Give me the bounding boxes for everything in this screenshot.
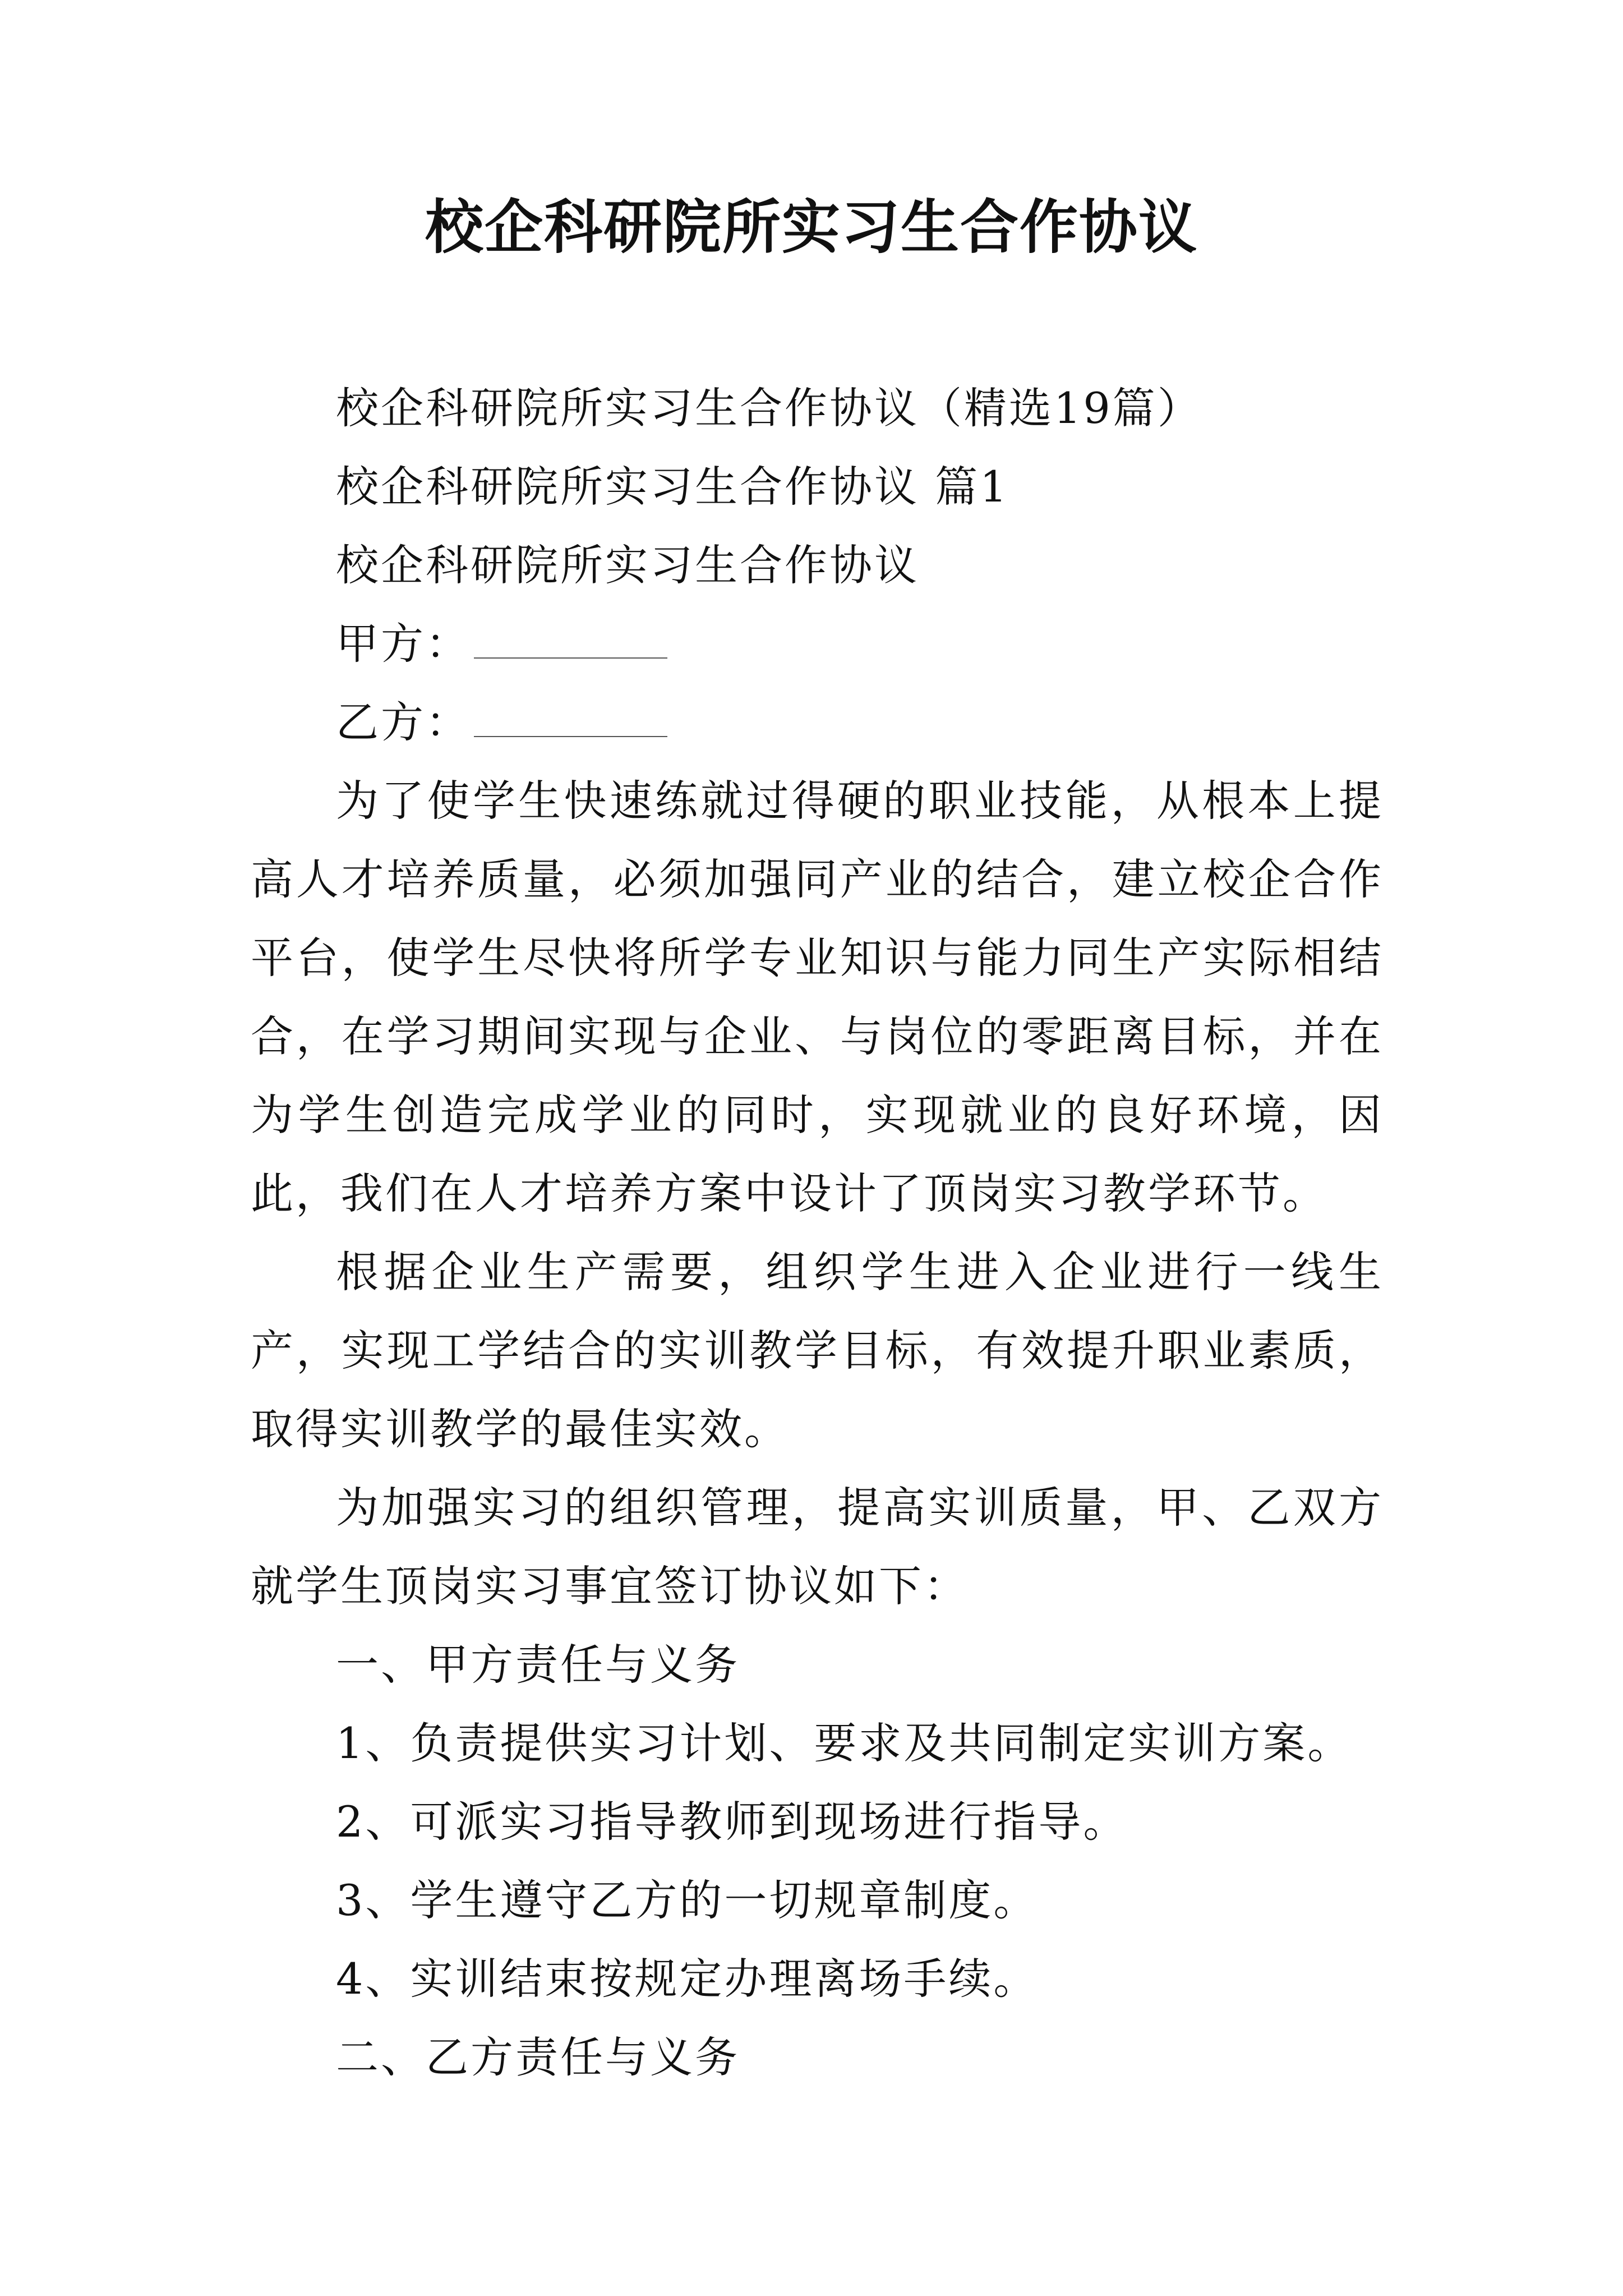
body-paragraph: 根据企业生产需要，组织学生进入企业进行一线生产，实现工学结合的实训教学目标，有效提升职业素质，取得实训教学的最佳实效。 — [251, 1247, 1384, 1454]
section-one-item: 3、学生遵守乙方的一切规章制度。 — [336, 1875, 1039, 1925]
party-a-label: 甲方： — [336, 619, 471, 669]
party-b-label: 乙方： — [336, 697, 471, 747]
section-one-item: 4、实训结束按规定办理离场手续。 — [336, 1954, 1039, 2004]
party-b-blank-line — [474, 691, 667, 737]
section-heading: 校企科研院所实习生合作协议 篇1 — [336, 462, 1009, 512]
section-one-item: 2、可派实习指导教师到现场进行指导。 — [336, 1797, 1128, 1847]
party-b-line — [251, 683, 1384, 762]
section-one-heading: 一、甲方责任与义务 — [336, 1640, 740, 1690]
section-one-item: 1、负责提供实习计划、要求及共同制定实训方案。 — [336, 1718, 1353, 1768]
party-a-line — [251, 605, 1384, 683]
document-body — [251, 369, 1384, 2097]
body-paragraph: 为加强实习的组织管理，提高实训质量，甲、乙双方就学生顶岗实习事宜签订协议如下： — [251, 1483, 1384, 1611]
agreement-name: 校企科研院所实习生合作协议 — [336, 540, 919, 590]
document-subtitle: 校企科研院所实习生合作协议（精选19篇） — [336, 383, 1202, 433]
document-title: 校企科研院所实习生合作协议 — [425, 192, 1198, 261]
party-a-blank-line — [474, 613, 667, 659]
body-paragraph: 为了使学生快速练就过得硬的职业技能，从根本上提高人才培养质量，必须加强同产业的结合，建立校企合作平台，使学生尽快将所学专业知识与能力同生产实际相结合，在学习期间实现与企业、与岗位的零距离目标，并在为学生创造完成学业的同时，实现就业的良好环境，因此，我们在人才培养方案中设计了顶岗实习教学环节。 — [251, 776, 1384, 1218]
section-two-heading: 二、乙方责任与义务 — [336, 2032, 740, 2082]
